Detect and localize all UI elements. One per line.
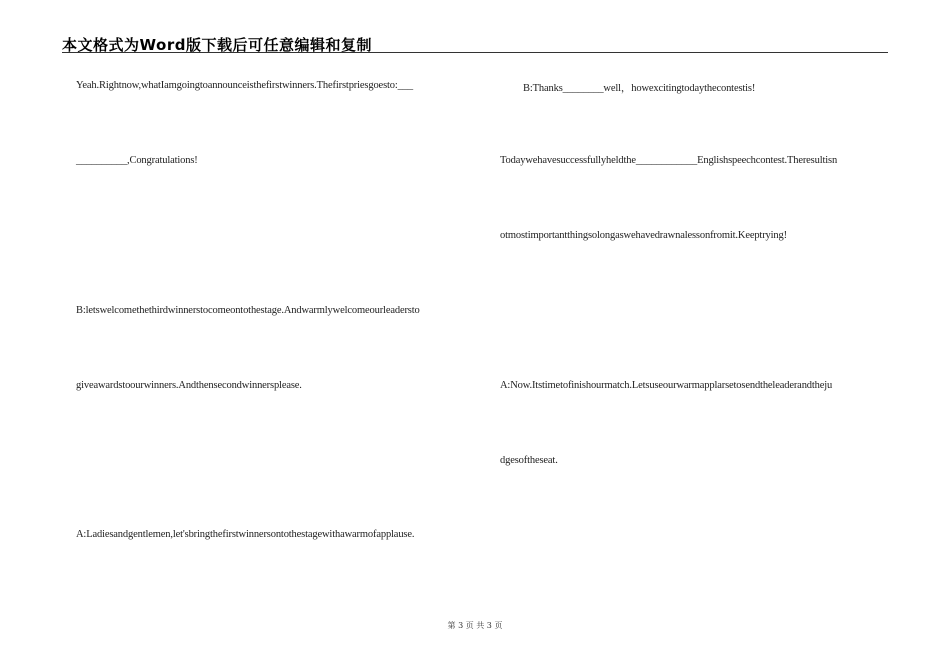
text-line: A:Ladiesandgentlemen,let'sbringthefirstwinnersontothestagewithawarmofapplause. [76,529,415,540]
text-line: __________,Congratulations! [76,155,198,166]
text-line: Todaywehavesuccessfullyheldthe____________Englishspeechcontest.Theresultisn [500,155,838,166]
text-line: A:Now.Itstimetofinishourmatch.Letsuseourwarmapplarsetosendtheleaderandtheju [500,380,833,391]
text-line: otmostimportantthingsolongaswehavedrawnalessonfromit.Keeptrying! [500,230,787,241]
text-line: B:letswelcomethethirdwinnerstocomeontothestage.Andwarmlywelcomeourleadersto [76,305,420,316]
header-divider [62,52,888,53]
text-line: dgesoftheseat. [500,455,558,466]
document-header-title: 本文格式为Word版下载后可任意编辑和复制 [62,36,372,54]
text-line: giveawardstoourwinners.Andthensecondwinnersplease. [76,380,302,391]
page-number: 第 3 页 共 3 页 [447,621,503,630]
text-line: Yeah.Rightnow,whatIamgoingtoannounceisthefirstwinners.Thefirstpriesgoesto:___ [76,80,413,91]
text-line: B:Thanks________well，howexcitingtodaythecontestis! [523,83,756,94]
